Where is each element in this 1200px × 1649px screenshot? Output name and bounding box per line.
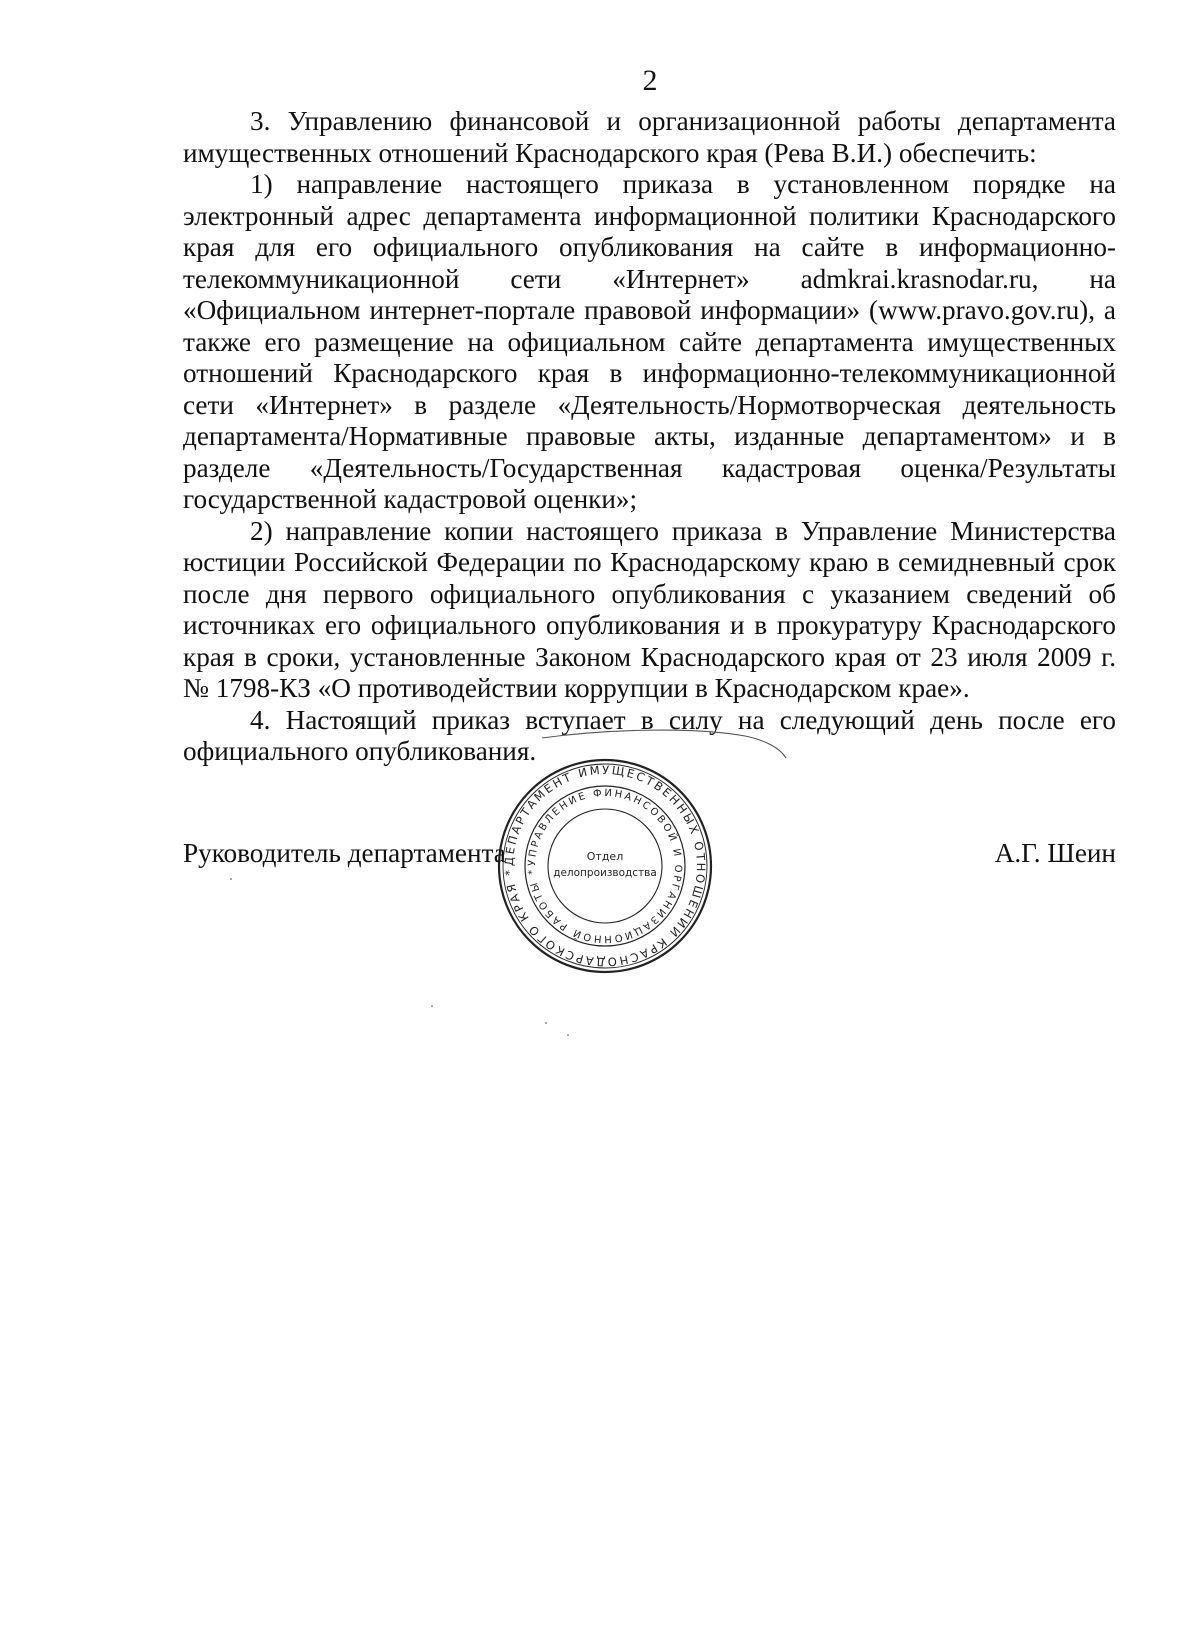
official-seal — [494, 756, 716, 976]
svg-text:делопроизводства: делопроизводства — [553, 867, 657, 879]
signatory-name: А.Г. Шеин — [994, 838, 1116, 868]
scan-speck — [230, 878, 232, 880]
scan-speck — [545, 1022, 547, 1024]
scan-speck — [431, 1005, 433, 1007]
svg-text:ДЕПАРТАМЕНТ ИМУЩЕСТВЕННЫХ ОТНО: ДЕПАРТАМЕНТ ИМУЩЕСТВЕННЫХ ОТНОШЕНИЙ КРАСНОДАРСКОГО КРАЯ * — [501, 762, 709, 970]
svg-text:УПРАВЛЕНИЕ ФИНАНСОВОЙ И ОРГАНИ: УПРАВЛЕНИЕ ФИНАНСОВОЙ И ОРГАНИЗАЦИОННОЙ РАБОТЫ * — [526, 787, 684, 945]
paragraph-item-4: 4. Настоящий приказ вступает в силу на следующий день после его официального опубликования. — [183, 704, 1116, 766]
paragraph-subitem-2: 2) направление копии настоящего приказа в Управление Министерства юстиции Российской Федерации по Краснодарскому краю в семидневный срок после дня первого официального опубликования с указанием сведений об источниках его официального опубликования и в прокуратуру Краснодарского края в сроки, установленные Законом Краснодарского края от 23 июля 2009 г. № 1798-КЗ «О противодействии коррупции в Краснодарском крае». — [183, 515, 1116, 703]
signatory-title: Руководитель департамента — [183, 838, 506, 868]
page-number: 2 — [642, 64, 658, 97]
paragraph-subitem-1: 1) направление настоящего приказа в установленном порядке на электронный адрес департамента информационной политики Краснодарского края для его официального опубликования на сайте в информационно-телекоммуникационной сети «Интернет» admkrai.krasnodar.ru, на «Официальном интернет-портале правовой информации» (www.pravo.gov.ru), а также его размещение на официальном сайте департамента имущественных отношений Краснодарского края в информационно-телекоммуникационной сети «Интернет» в разделе «Деятельность/Нормотворческая деятельность департамента/Нормативные правовые акты, изданные департаментом» и в разделе «Деятельность/Государственная кадастровая оценка/Результаты государственной кадастровой оценки»; — [183, 169, 1116, 514]
scan-speck — [567, 1034, 569, 1036]
svg-text:Отдел: Отдел — [586, 850, 624, 863]
paragraph-item-3: 3. Управлению финансовой и организационной работы департамента имущественных отношений Краснодарского края (Рева В.И.) обеспечить: — [183, 106, 1116, 168]
document-body — [183, 106, 1116, 768]
